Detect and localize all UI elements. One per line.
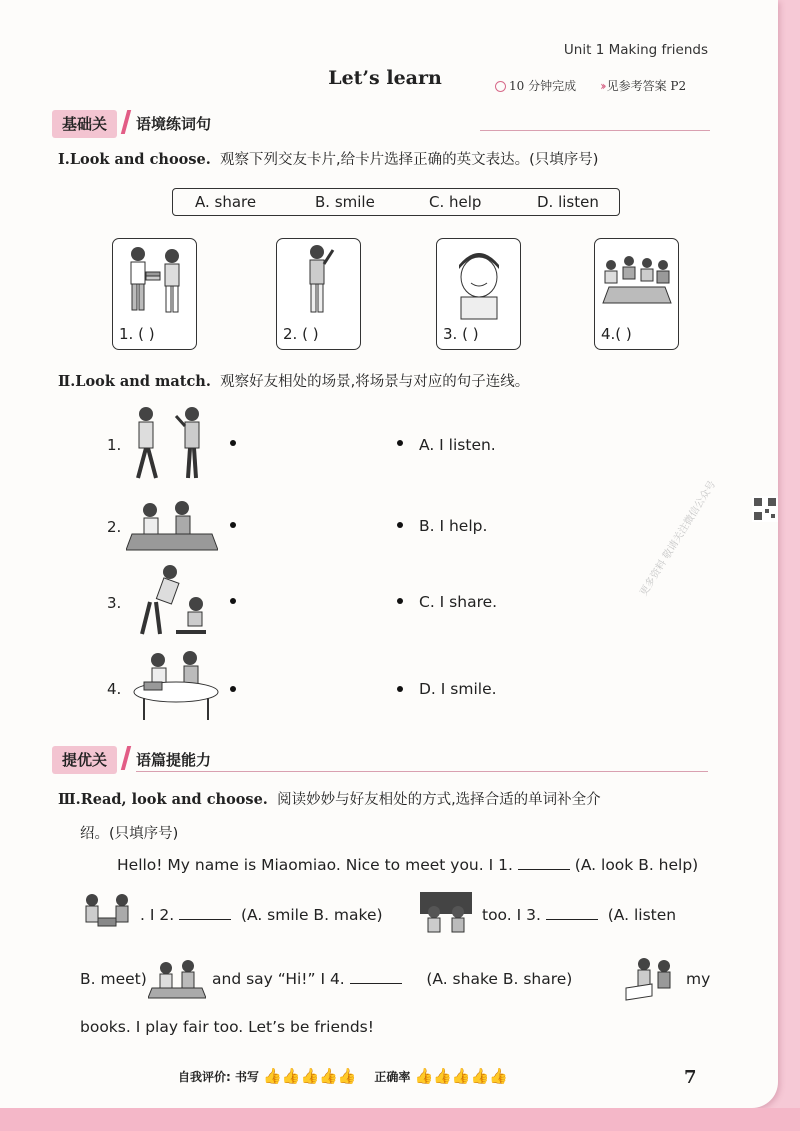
match-dot-right-d[interactable] [397, 686, 403, 692]
option-a: A. share [195, 193, 257, 211]
answer-reference: ›› 见参考答案 P2 [600, 79, 687, 93]
match-sentence-a: A. I listen. [419, 436, 496, 454]
section-title-basic: 语境练词句 [136, 115, 212, 133]
match-item-1-number: 1. [107, 436, 122, 454]
match-item-2-number: 2. [107, 518, 122, 536]
section-rule [136, 771, 708, 772]
card-1-answer[interactable]: 1. ( ) [119, 325, 155, 343]
kid-helping-picture [80, 892, 136, 936]
match-dot-right-a[interactable] [397, 440, 403, 446]
two-kids-sharing-books-illustration [118, 242, 192, 320]
options-box [172, 188, 620, 216]
match-item-3-number: 3. [107, 594, 122, 612]
card-2-answer[interactable]: 2. ( ) [283, 325, 319, 343]
page-number: 7 [684, 1067, 697, 1088]
blank-3[interactable] [546, 919, 598, 920]
question-1-heading: Ⅰ.Look and choose. 观察下列交友卡片,给卡片选择正确的英文表达。(只填序号) [58, 151, 599, 168]
kids-at-table-scene [126, 498, 218, 554]
friend-card-3 [436, 238, 521, 350]
passage-line-2a: . I 2. (A. smile B. make) [140, 906, 383, 924]
timer-note: 10 分钟完成 [495, 77, 576, 94]
blank-4[interactable] [350, 983, 402, 984]
card-4-answer[interactable]: 4.( ) [601, 325, 632, 343]
kid-helping-friend-scene [130, 562, 212, 640]
option-d: D. listen [537, 193, 599, 211]
clock-icon [495, 81, 506, 92]
section-rule [480, 130, 710, 131]
unit-label: Unit 1 Making friends [563, 42, 708, 58]
match-sentence-c: C. I share. [419, 593, 498, 611]
option-c: C. help [429, 193, 482, 211]
section-badge-advanced: 提优关 [52, 746, 117, 774]
page-bottom-band [0, 1108, 800, 1131]
match-sentence-b: B. I help. [419, 517, 488, 535]
kids-sharing-books-picture [622, 956, 680, 1002]
passage-line-3c: my [686, 970, 711, 988]
match-dot-left-2[interactable] [230, 522, 236, 528]
passage-line-3a: B. meet) [80, 970, 147, 988]
card-3-answer[interactable]: 3. ( ) [443, 325, 479, 343]
passage-line-2b: too. I 3. (A. listen [482, 906, 677, 924]
match-item-4-number: 4. [107, 680, 122, 698]
match-dot-right-c[interactable] [397, 598, 403, 604]
thumbs-up-icon-row-writing[interactable]: 👍👍👍👍👍 [263, 1067, 357, 1085]
match-sentence-d: D. I smile. [419, 680, 497, 698]
watermark-text: 更多资料 敬请关注微信公众号 [638, 479, 719, 598]
smiling-boy-illustration [445, 243, 513, 321]
section-title-advanced: 语篇提能力 [136, 751, 212, 769]
waving-boy-illustration [291, 242, 347, 320]
question-2-heading: Ⅱ.Look and match. 观察好友相处的场景,将场景与对应的句子连线。 [58, 373, 530, 390]
double-chevron-icon: ›› [600, 79, 604, 93]
question-3-heading-cont: 绍。(只填序号) [80, 826, 179, 842]
match-dot-left-4[interactable] [230, 686, 236, 692]
qr-code-icon [752, 496, 778, 522]
kids-smiling-picture [418, 892, 474, 936]
section-badge-basic: 基础关 [52, 110, 117, 138]
passage-line-3b: and say “Hi!” I 4. (A. shake B. share) [212, 970, 573, 988]
match-dot-left-3[interactable] [230, 598, 236, 604]
kids-waving-scene [128, 404, 210, 482]
self-evaluation: 自我评价: 书写 👍👍👍👍👍 正确率 👍👍👍👍👍 [178, 1067, 508, 1085]
option-b: B. smile [315, 193, 375, 211]
match-dot-left-1[interactable] [230, 440, 236, 446]
lesson-title: Let’s learn [328, 67, 442, 89]
blank-2[interactable] [179, 919, 231, 920]
kids-meeting-picture [148, 958, 206, 1002]
kids-playing-game-illustration [599, 253, 675, 309]
passage-line-4: books. I play fair too. Let’s be friends! [80, 1018, 374, 1036]
question-3-heading: Ⅲ.Read, look and choose. 阅读妙妙与好友相处的方式,选择合适的单词补全介 [58, 791, 601, 808]
match-dot-right-b[interactable] [397, 522, 403, 528]
friend-card-2 [276, 238, 361, 350]
kids-sharing-at-round-table-scene [132, 648, 222, 724]
passage-line-1: Hello! My name is Miaomiao. Nice to meet you. I 1. (A. look B. help) [117, 856, 699, 874]
friend-card-4 [594, 238, 679, 350]
thumbs-up-icon-row-accuracy[interactable]: 👍👍👍👍👍 [414, 1067, 508, 1085]
blank-1[interactable] [518, 869, 570, 870]
friend-card-1 [112, 238, 197, 350]
